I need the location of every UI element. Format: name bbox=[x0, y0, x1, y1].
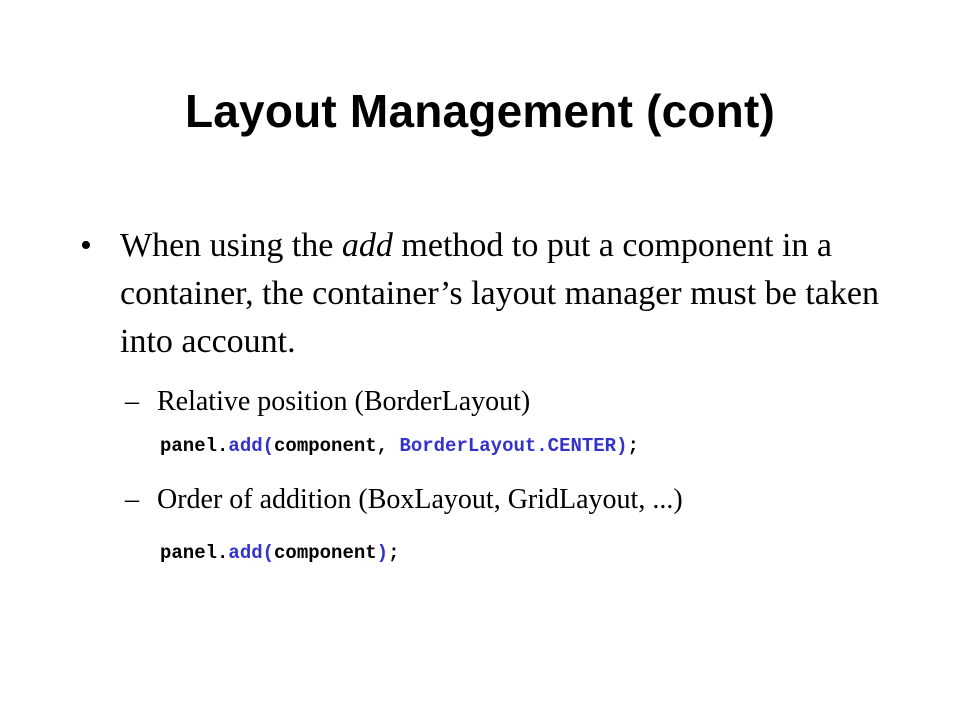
code-object: panel. bbox=[160, 542, 229, 564]
sub-item-marker: – bbox=[125, 386, 139, 417]
code-line-add-component bbox=[160, 541, 399, 565]
sub-item-text: Order of addition (BoxLayout, GridLayout, ...) bbox=[157, 484, 683, 515]
bullet-text bbox=[120, 222, 880, 366]
code-constant: BorderLayout.CENTER) bbox=[399, 435, 628, 457]
code-method: add( bbox=[228, 542, 275, 564]
bullet-item bbox=[80, 222, 880, 366]
code-semicolon: ; bbox=[388, 542, 400, 564]
code-method: add( bbox=[228, 435, 275, 457]
slide-title: Layout Management (cont) bbox=[184, 85, 776, 137]
bullet-marker: • bbox=[80, 227, 92, 264]
code-close-paren: ) bbox=[376, 542, 389, 564]
sub-item-order-of-addition bbox=[125, 482, 683, 518]
code-argument: component bbox=[274, 542, 377, 564]
code-semicolon: ; bbox=[627, 435, 639, 457]
code-argument: component, bbox=[274, 435, 400, 457]
sub-item-relative-position bbox=[125, 384, 530, 420]
bullet-text-before: When using the bbox=[120, 227, 342, 264]
bullet-text-italic: add bbox=[341, 227, 393, 264]
bullet-text-after: method to put a component in a container, the container’s layout manager must be taken into account. bbox=[120, 227, 879, 360]
sub-item-text: Relative position (BorderLayout) bbox=[157, 386, 531, 417]
sub-item-marker: – bbox=[125, 484, 139, 515]
code-object: panel. bbox=[160, 435, 229, 457]
code-line-border-layout bbox=[160, 434, 639, 458]
